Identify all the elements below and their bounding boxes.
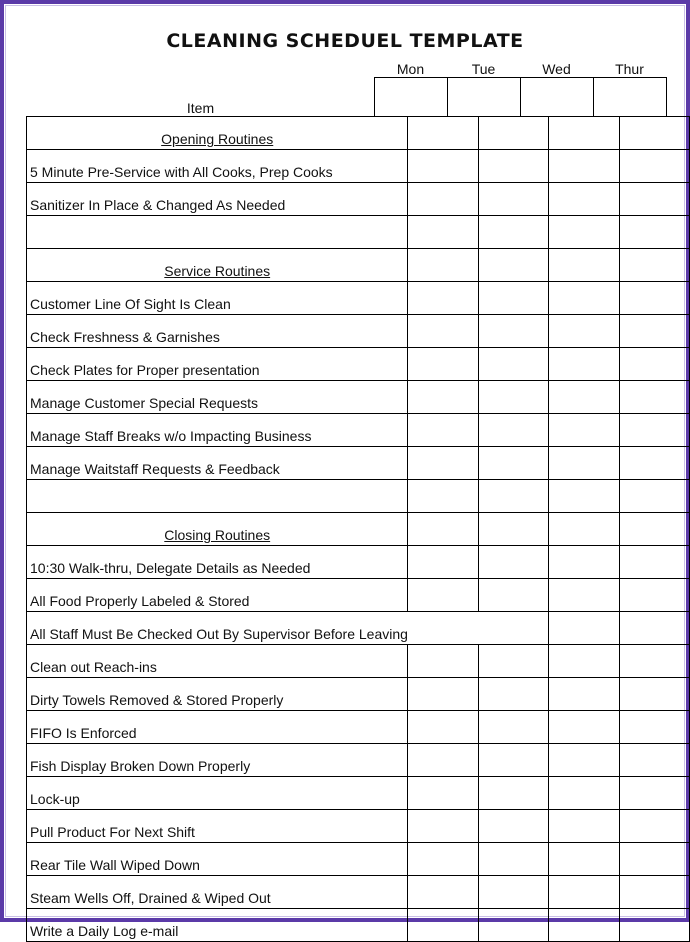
task-label: Manage Staff Breaks w/o Impacting Business xyxy=(27,414,408,447)
check-cell-mon[interactable] xyxy=(408,315,478,348)
check-cell-wed[interactable] xyxy=(549,546,619,579)
check-cell-tue[interactable] xyxy=(478,645,548,678)
check-cell-tue[interactable] xyxy=(478,315,548,348)
check-cell-tue[interactable] xyxy=(478,744,548,777)
table-row xyxy=(27,579,690,612)
table-row xyxy=(27,315,690,348)
check-cell-mon[interactable] xyxy=(408,843,478,876)
table-row xyxy=(27,711,690,744)
day-header-wed: Wed xyxy=(542,61,571,77)
table-row xyxy=(27,150,690,183)
table-row xyxy=(27,843,690,876)
check-cell-tue[interactable] xyxy=(478,678,548,711)
header-cell-mon xyxy=(375,78,448,117)
task-label: Dirty Towels Removed & Stored Properly xyxy=(27,678,408,711)
check-cell-tue[interactable] xyxy=(478,546,548,579)
check-cell-mon[interactable] xyxy=(408,348,478,381)
check-cell-mon[interactable] xyxy=(408,117,478,150)
check-cell-thur[interactable] xyxy=(619,810,689,843)
table-row xyxy=(27,777,690,810)
header-cell-thur xyxy=(594,78,667,117)
check-cell-tue[interactable] xyxy=(478,711,548,744)
task-label: 5 Minute Pre-Service with All Cooks, Prep Cooks xyxy=(27,150,408,183)
check-cell-tue[interactable] xyxy=(478,249,548,282)
table-row xyxy=(27,216,690,249)
check-cell-mon[interactable] xyxy=(408,678,478,711)
check-cell-wed[interactable] xyxy=(549,876,619,909)
check-cell-wed[interactable] xyxy=(549,216,619,249)
check-cell-wed[interactable] xyxy=(549,480,619,513)
section-row xyxy=(27,249,690,282)
task-label: Manage Customer Special Requests xyxy=(27,381,408,414)
check-cell-thur[interactable] xyxy=(619,513,689,546)
check-cell-wed[interactable] xyxy=(549,414,619,447)
check-cell-thur[interactable] xyxy=(619,744,689,777)
check-cell-mon[interactable] xyxy=(408,216,478,249)
check-cell-thur[interactable] xyxy=(619,381,689,414)
check-cell-mon[interactable] xyxy=(408,777,478,810)
task-label: Fish Display Broken Down Properly xyxy=(27,744,408,777)
check-cell-thur[interactable] xyxy=(619,546,689,579)
task-label: Clean out Reach-ins xyxy=(27,645,408,678)
schedule-table xyxy=(26,116,690,942)
check-cell-tue[interactable] xyxy=(478,612,548,645)
check-cell-thur[interactable] xyxy=(619,216,689,249)
check-cell-wed[interactable] xyxy=(549,579,619,612)
check-cell-tue[interactable] xyxy=(478,216,548,249)
check-cell-tue[interactable] xyxy=(478,579,548,612)
day-header-thur: Thur xyxy=(615,61,644,77)
check-cell-mon[interactable] xyxy=(408,150,478,183)
table-row xyxy=(27,348,690,381)
header-cell-tue xyxy=(448,78,521,117)
check-cell-wed[interactable] xyxy=(549,348,619,381)
check-cell-thur[interactable] xyxy=(619,249,689,282)
check-cell-mon[interactable] xyxy=(408,810,478,843)
table-row xyxy=(27,876,690,909)
check-cell-mon[interactable] xyxy=(408,480,478,513)
table-row xyxy=(27,612,690,645)
check-cell-wed[interactable] xyxy=(549,513,619,546)
table-row xyxy=(27,744,690,777)
check-cell-mon[interactable] xyxy=(408,546,478,579)
check-cell-mon[interactable] xyxy=(408,645,478,678)
check-cell-tue[interactable] xyxy=(478,777,548,810)
task-label: Pull Product For Next Shift xyxy=(27,810,408,843)
check-cell-mon[interactable] xyxy=(408,282,478,315)
check-cell-mon[interactable] xyxy=(408,447,478,480)
check-cell-wed[interactable] xyxy=(549,282,619,315)
check-cell-thur[interactable] xyxy=(619,150,689,183)
check-cell-mon[interactable] xyxy=(408,876,478,909)
table-row xyxy=(27,414,690,447)
task-label: Steam Wells Off, Drained & Wiped Out xyxy=(27,876,408,909)
check-cell-tue[interactable] xyxy=(478,348,548,381)
check-cell-thur[interactable] xyxy=(619,678,689,711)
table-row xyxy=(27,645,690,678)
section-heading: Opening Routines xyxy=(27,117,408,150)
check-cell-mon[interactable] xyxy=(408,381,478,414)
check-cell-wed[interactable] xyxy=(549,777,619,810)
section-heading: Closing Routines xyxy=(27,513,408,546)
check-cell-wed[interactable] xyxy=(549,183,619,216)
check-cell-thur[interactable] xyxy=(619,711,689,744)
check-cell-mon[interactable] xyxy=(408,414,478,447)
check-cell-thur[interactable] xyxy=(619,909,689,942)
task-label xyxy=(27,216,408,249)
task-label: Sanitizer In Place & Changed As Needed xyxy=(27,183,408,216)
check-cell-tue[interactable] xyxy=(478,183,548,216)
table-row xyxy=(27,546,690,579)
task-label: FIFO Is Enforced xyxy=(27,711,408,744)
page-title: CLEANING SCHEDUEL TEMPLATE xyxy=(166,30,524,52)
check-cell-mon[interactable] xyxy=(408,513,478,546)
check-cell-thur[interactable] xyxy=(619,315,689,348)
check-cell-wed[interactable] xyxy=(549,711,619,744)
task-label: Lock-up xyxy=(27,777,408,810)
table-row xyxy=(27,909,690,942)
check-cell-thur[interactable] xyxy=(619,414,689,447)
check-cell-tue[interactable] xyxy=(478,480,548,513)
check-cell-wed[interactable] xyxy=(549,249,619,282)
check-cell-wed[interactable] xyxy=(549,447,619,480)
section-row xyxy=(27,513,690,546)
day-header-cells xyxy=(374,77,667,116)
check-cell-wed[interactable] xyxy=(549,810,619,843)
check-cell-tue[interactable] xyxy=(478,513,548,546)
table-row xyxy=(27,381,690,414)
check-cell-tue[interactable] xyxy=(478,414,548,447)
section-heading: Service Routines xyxy=(27,249,408,282)
check-cell-mon[interactable] xyxy=(408,711,478,744)
task-label: Manage Waitstaff Requests & Feedback xyxy=(27,447,408,480)
check-cell-thur[interactable] xyxy=(619,480,689,513)
task-label: Check Plates for Proper presentation xyxy=(27,348,408,381)
check-cell-tue[interactable] xyxy=(478,150,548,183)
check-cell-thur[interactable] xyxy=(619,612,689,645)
check-cell-wed[interactable] xyxy=(549,315,619,348)
check-cell-wed[interactable] xyxy=(549,909,619,942)
task-label: Rear Tile Wall Wiped Down xyxy=(27,843,408,876)
check-cell-mon[interactable] xyxy=(408,909,478,942)
table-row xyxy=(27,480,690,513)
check-cell-mon[interactable] xyxy=(408,183,478,216)
check-cell-mon[interactable] xyxy=(408,744,478,777)
table-row xyxy=(27,183,690,216)
check-cell-tue[interactable] xyxy=(478,876,548,909)
day-header-tue: Tue xyxy=(471,61,496,77)
check-cell-wed[interactable] xyxy=(549,744,619,777)
check-cell-wed[interactable] xyxy=(549,381,619,414)
check-cell-thur[interactable] xyxy=(619,282,689,315)
check-cell-thur[interactable] xyxy=(619,447,689,480)
check-cell-thur[interactable] xyxy=(619,579,689,612)
table-row xyxy=(27,678,690,711)
check-cell-tue[interactable] xyxy=(478,381,548,414)
check-cell-wed[interactable] xyxy=(549,843,619,876)
task-label: 10:30 Walk-thru, Delegate Details as Needed xyxy=(27,546,408,579)
check-cell-tue[interactable] xyxy=(478,909,548,942)
check-cell-tue[interactable] xyxy=(478,843,548,876)
check-cell-thur[interactable] xyxy=(619,876,689,909)
task-label: Customer Line Of Sight Is Clean xyxy=(27,282,408,315)
check-cell-mon[interactable] xyxy=(408,249,478,282)
check-cell-mon[interactable] xyxy=(408,579,478,612)
task-label: Write a Daily Log e-mail xyxy=(27,909,408,942)
check-cell-thur[interactable] xyxy=(619,843,689,876)
check-cell-thur[interactable] xyxy=(619,777,689,810)
table-row xyxy=(27,282,690,315)
task-label xyxy=(27,480,408,513)
check-cell-wed[interactable] xyxy=(549,612,619,645)
check-cell-wed[interactable] xyxy=(549,678,619,711)
check-cell-tue[interactable] xyxy=(478,282,548,315)
task-label: Check Freshness & Garnishes xyxy=(27,315,408,348)
task-label: All Food Properly Labeled & Stored xyxy=(27,579,408,612)
check-cell-wed[interactable] xyxy=(549,117,619,150)
task-label: All Staff Must Be Checked Out By Supervisor Before Leaving xyxy=(27,612,408,645)
table-row xyxy=(27,810,690,843)
table-row xyxy=(27,447,690,480)
check-cell-wed[interactable] xyxy=(549,645,619,678)
check-cell-tue[interactable] xyxy=(478,447,548,480)
section-row xyxy=(27,117,690,150)
check-cell-thur[interactable] xyxy=(619,348,689,381)
check-cell-wed[interactable] xyxy=(549,150,619,183)
check-cell-thur[interactable] xyxy=(619,183,689,216)
check-cell-thur[interactable] xyxy=(619,645,689,678)
check-cell-tue[interactable] xyxy=(478,810,548,843)
check-cell-tue[interactable] xyxy=(478,117,548,150)
day-header-mon: Mon xyxy=(396,61,425,77)
check-cell-thur[interactable] xyxy=(619,117,689,150)
check-cell-mon[interactable] xyxy=(408,612,478,645)
item-column-header: Item xyxy=(186,100,215,116)
header-cell-wed xyxy=(521,78,594,117)
